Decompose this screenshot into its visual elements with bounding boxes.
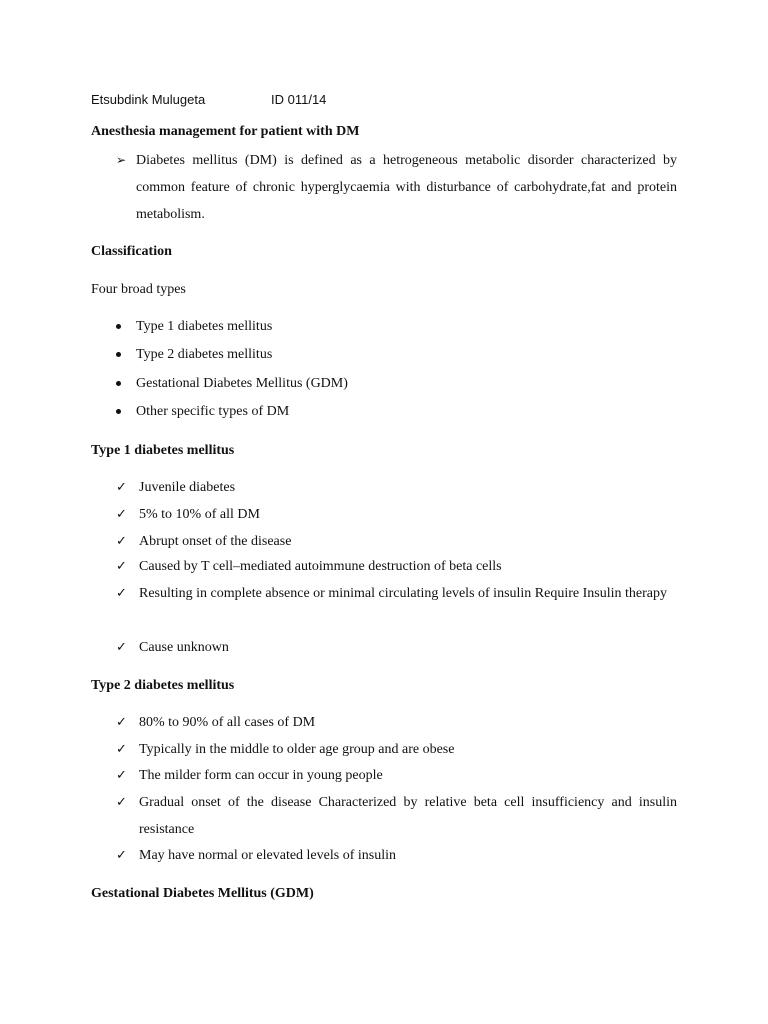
bullet-icon [116, 409, 121, 414]
gdm-heading: Gestational Diabetes Mellitus (GDM) [91, 886, 314, 901]
classification-heading: Classification [91, 244, 172, 259]
bullet-icon [116, 352, 121, 357]
checkmark-icon: ✓ [116, 507, 127, 522]
checkmark-icon: ✓ [116, 480, 127, 495]
author-name: Etsubdink Mulugeta [91, 92, 206, 107]
student-id: ID 011/14 [271, 92, 327, 107]
list-item: ✓ Typically in the middle to older age group and are obese [116, 736, 677, 763]
checkmark-icon: ✓ [116, 534, 127, 549]
list-item: ✓ Juvenile diabetes [116, 474, 677, 501]
list-item: ✓ The milder form can occur in young people [116, 762, 677, 789]
list-item: Other specific types of DM [116, 398, 677, 425]
arrow-bullet-icon: ➢ [116, 153, 127, 167]
list-item: ✓ Gradual onset of the disease Characterized by relative beta cell insufficiency and insulin resistance [116, 789, 677, 843]
definition-text: Diabetes mellitus (DM) is defined as a hetrogeneous metabolic disorder characterized by common feature of chronic hyperglycaemia with disturbance of carbohydrate,fat and protein metabolism. [136, 153, 677, 222]
checkmark-icon: ✓ [116, 715, 127, 730]
type2-heading: Type 2 diabetes mellitus [91, 678, 235, 693]
list-item: ✓ Abrupt onset of the disease [116, 528, 677, 555]
classification-intro: Four broad types [91, 282, 186, 297]
list-item: Type 2 diabetes mellitus [116, 341, 677, 368]
bullet-icon [116, 381, 121, 386]
checkmark-icon: ✓ [116, 586, 127, 601]
checkmark-icon: ✓ [116, 848, 127, 863]
type1-heading: Type 1 diabetes mellitus [91, 443, 235, 458]
checkmark-icon: ✓ [116, 795, 127, 810]
document-title: Anesthesia management for patient with DM [91, 124, 360, 139]
list-item: ✓ 80% to 90% of all cases of DM [116, 709, 677, 736]
list-item: ✓ Cause unknown [116, 634, 677, 661]
list-item: ✓ May have normal or elevated levels of insulin [116, 842, 677, 869]
checkmark-icon: ✓ [116, 742, 127, 757]
list-item: Gestational Diabetes Mellitus (GDM) [116, 370, 677, 397]
list-item: ✓ 5% to 10% of all DM [116, 501, 677, 528]
checkmark-icon: ✓ [116, 640, 127, 655]
list-item: Type 1 diabetes mellitus [116, 313, 677, 340]
list-item: ✓ Caused by T cell–mediated autoimmune destruction of beta cells [116, 553, 677, 580]
list-item: ✓ Resulting in complete absence or minimal circulating levels of insulin Require Insulin therapy [116, 580, 677, 607]
checkmark-icon: ✓ [116, 768, 127, 783]
definition-item [116, 147, 677, 228]
bullet-icon [116, 324, 121, 329]
checkmark-icon: ✓ [116, 559, 127, 574]
document-header [91, 92, 327, 107]
